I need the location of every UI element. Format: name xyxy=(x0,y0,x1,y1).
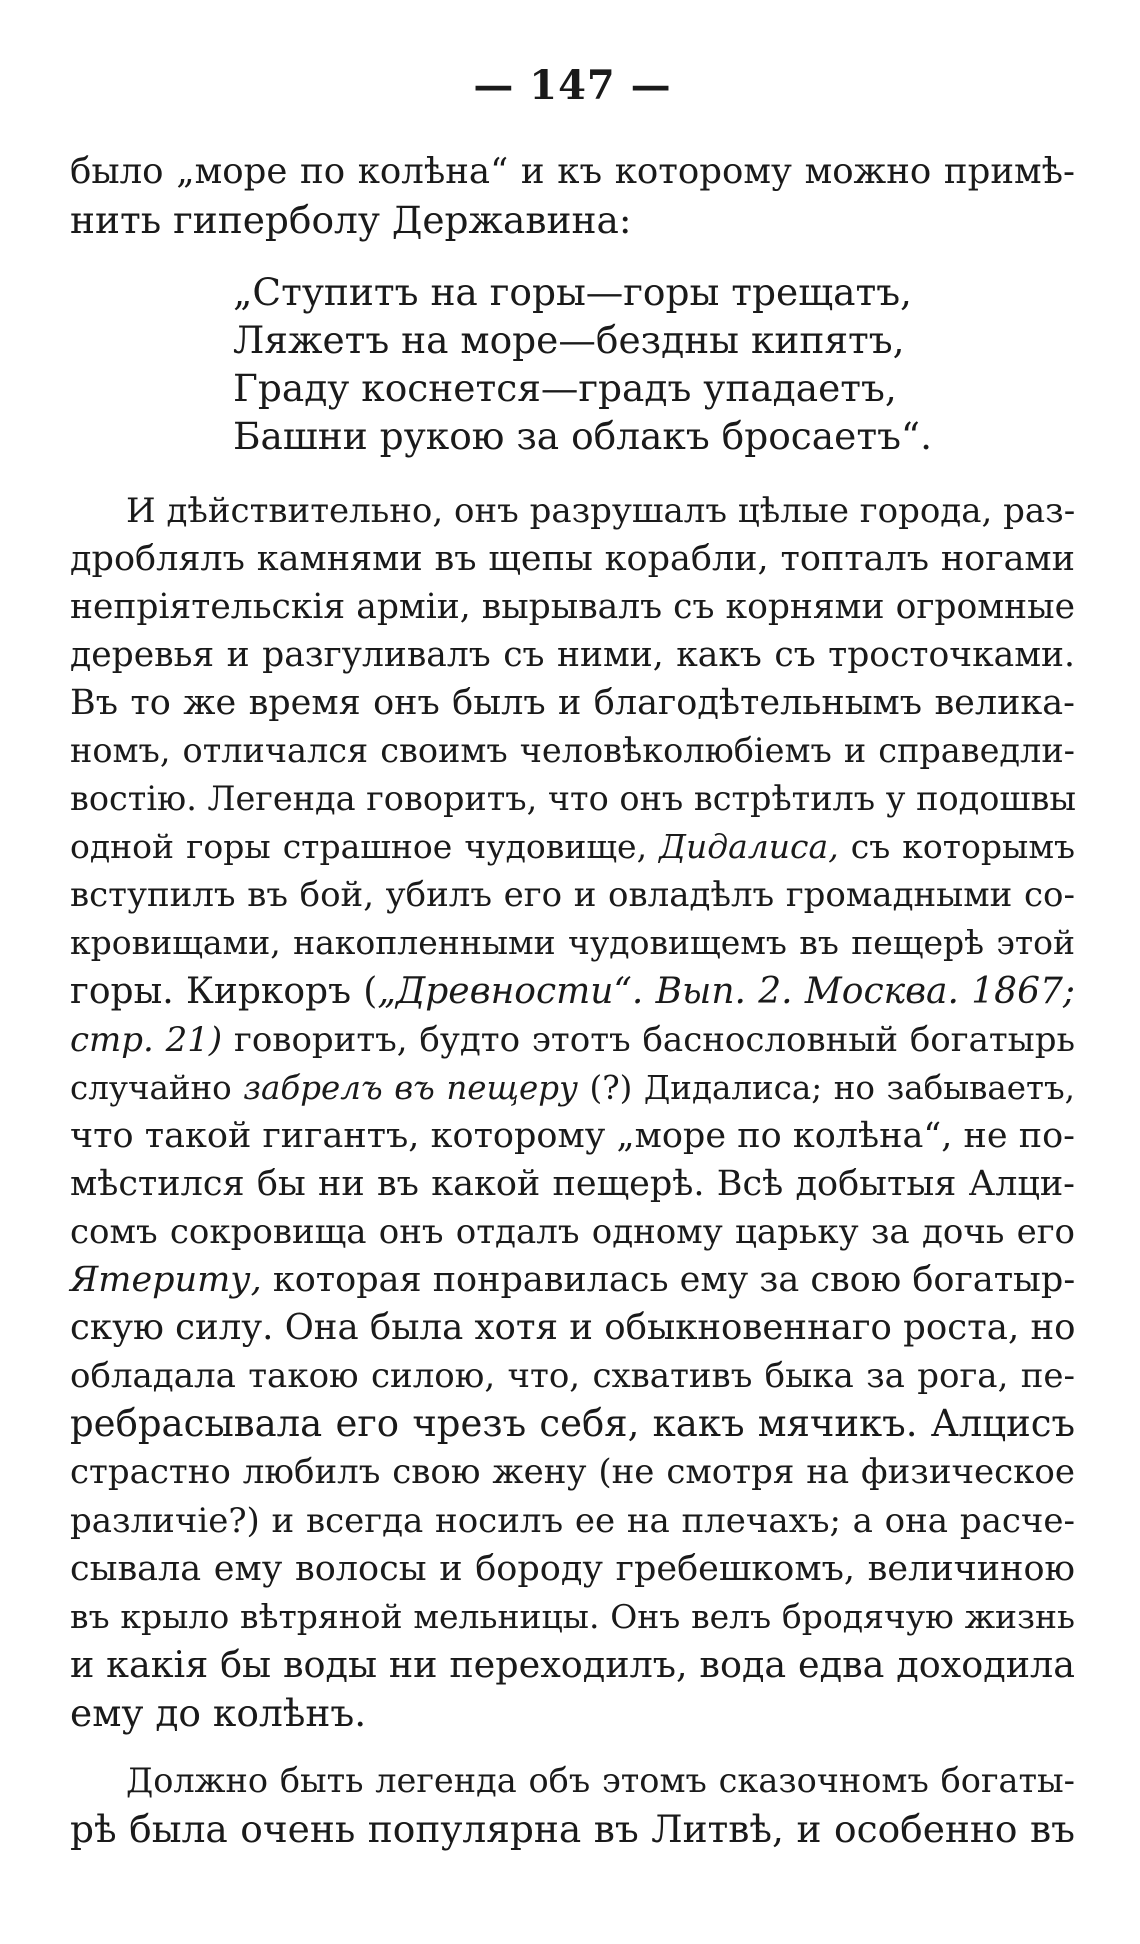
italic-citation: стр. 21) xyxy=(70,1019,223,1060)
text-segment: съ которымъ xyxy=(838,827,1075,867)
text-line: обладала такою силою, что, схвативъ быка за рога, пе- xyxy=(70,1356,1075,1397)
text-line: востію. Легенда говоритъ, что онъ встрѣтилъ у подошвы xyxy=(70,779,1077,819)
verse-line: Башни рукою за облакъ бросаетъ“. xyxy=(233,414,933,459)
italic-quote: забрелъ въ пещеру xyxy=(243,1068,578,1107)
verse-line: „Ступитъ на горы—горы трещатъ, xyxy=(233,270,912,315)
text-segment: горы. Киркоръ ( xyxy=(70,970,378,1012)
text-line: кровищами, накопленными чудовищемъ въ пещерѣ этой xyxy=(70,923,1075,963)
text-line: вступилъ въ бой, убилъ его и овладѣлъ громадными со- xyxy=(70,875,1075,916)
text-line: дроблялъ камнями въ щепы корабли, топталъ ногами xyxy=(70,538,1075,579)
text-line: нить гиперболу Державина: xyxy=(70,198,632,243)
verse-quote xyxy=(70,268,1075,460)
text-line: рѣ была очень популярна въ Литвѣ, и особенно въ xyxy=(70,1807,1075,1852)
text-line xyxy=(70,1016,1075,1064)
text-line: деревья и разгуливалъ съ ними, какъ съ тросточками. xyxy=(70,634,1075,675)
text-line: сомъ сокровища онъ отдалъ одному царьку за дочь его xyxy=(70,1211,1075,1252)
page-text xyxy=(70,148,1075,1853)
text-line: номъ, отличался своимъ человѣколюбіемъ и справедли- xyxy=(70,731,1075,771)
text-line xyxy=(70,968,1075,1016)
text-segment: одной горы страшное чудовище, xyxy=(70,827,660,867)
paragraph-gap xyxy=(70,1737,1075,1757)
text-line: сывала ему волосы и бороду гребешкомъ, величиною xyxy=(70,1548,1075,1589)
text-line: скую силу. Она была хотя и обыкновеннаго роста, но xyxy=(70,1307,1076,1349)
paragraph-gap xyxy=(70,461,1075,487)
text-line xyxy=(70,1256,1075,1304)
text-line: было „море по колѣна“ и къ которому можно примѣ- xyxy=(70,151,1075,192)
text-segment: (?) Дидалиса; но забываетъ, xyxy=(577,1068,1075,1107)
text-segment: случайно xyxy=(70,1068,244,1107)
text-line xyxy=(70,823,1075,871)
text-line: непріятельскія арміи, вырывалъ съ корнями огромные xyxy=(70,586,1075,627)
text-line: въ крыло вѣтряной мельницы. Онъ велъ бродячую жизнь xyxy=(70,1596,1075,1636)
text-line: и какія бы воды ни переходилъ, вода едва доходила xyxy=(70,1642,1075,1686)
verse-line: Граду коснется—градъ упадаетъ, xyxy=(233,366,897,411)
text-line: страстно любилъ свою жену (не смотря на физическое xyxy=(70,1452,1075,1493)
paragraph xyxy=(70,1757,1075,1853)
text-line: ему до колѣнъ. xyxy=(70,1690,367,1735)
text-line: Въ то же время онъ былъ и благодѣтельнымъ велика- xyxy=(70,682,1075,723)
page-number: — 147 — xyxy=(473,62,672,109)
verse-line: Ляжетъ на море—бездны кипятъ, xyxy=(233,318,905,363)
text-line: что такой гигантъ, которому „море по колѣна“, не по- xyxy=(70,1115,1075,1156)
text-line: Должно быть легенда объ этомъ сказочномъ богаты- xyxy=(126,1761,1075,1800)
italic-name: Ятериту, xyxy=(70,1260,262,1301)
italic-name: Дидалиса, xyxy=(659,827,839,867)
text-line: мѣстился бы ни въ какой пещерѣ. Всѣ добытыя Алци- xyxy=(70,1163,1075,1204)
text-segment: которая понравилась ему за свою богатыр- xyxy=(261,1260,1076,1301)
text-line: И дѣйствительно, онъ разрушалъ цѣлые города, раз- xyxy=(126,490,1076,531)
text-line: ребрасывала его чрезъ себя, какъ мячикъ. Алцисъ xyxy=(70,1402,1075,1446)
book-page xyxy=(70,0,1075,1944)
text-line: различіе?) и всегда носилъ ее на плечахъ; а она расче- xyxy=(70,1500,1075,1541)
italic-citation: „Древности“. Вып. 2. Москва. 1867; xyxy=(377,970,1076,1012)
paragraph xyxy=(70,487,1075,1737)
text-segment: говоритъ, будто этотъ баснословный богатырь xyxy=(222,1019,1075,1060)
text-line xyxy=(70,1064,1075,1112)
